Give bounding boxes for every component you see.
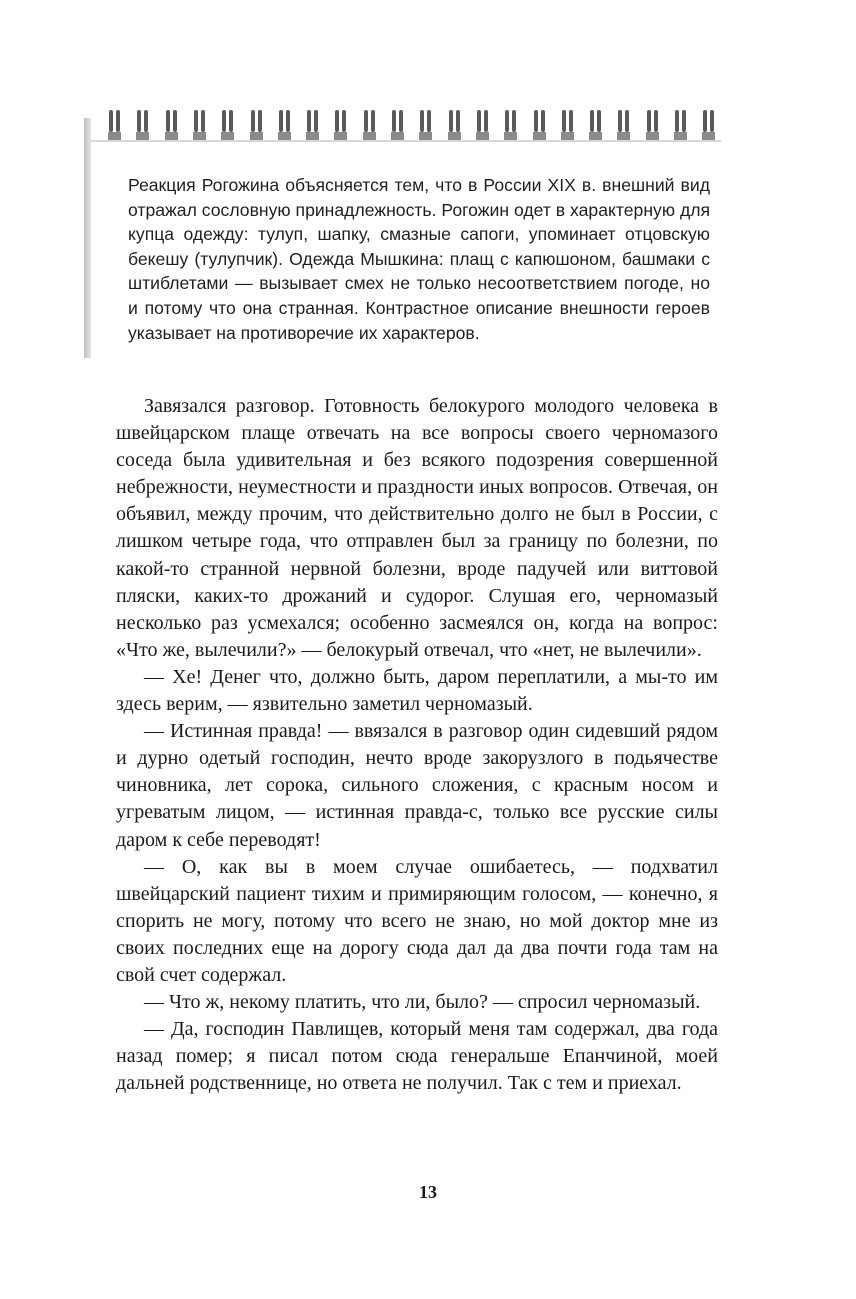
commentary-side-bar <box>84 118 91 358</box>
spiral-ring <box>419 110 432 140</box>
commentary-text <box>128 173 710 345</box>
spiral-strip <box>91 140 721 142</box>
spiral-ring <box>108 110 121 140</box>
spiral-ring <box>504 110 517 140</box>
spiral-ring <box>363 110 376 140</box>
spiral-ring <box>306 110 319 140</box>
spiral-ring <box>589 110 602 140</box>
spiral-ring <box>165 110 178 140</box>
spiral-ring <box>646 110 659 140</box>
spiral-ring <box>533 110 546 140</box>
spiral-ring <box>136 110 149 140</box>
page-number: 13 <box>419 1182 437 1202</box>
paragraph: — Хе! Денег что, должно быть, даром переплатили, а мы-то им здесь верим, — язвительно заметил черномазый. <box>116 665 718 716</box>
commentary-box <box>84 100 734 358</box>
spiral-ring <box>448 110 461 140</box>
paragraph: — Истинная правда! — ввязался в разговор один сидевший рядом и дурно одетый господин, нечто вроде закорузлого в подьячестве чиновника, лет сорока, сильного сложения, с красным носом и угреватым лицом, — истинная правда-с, только все русские силы даром к себе переводят! <box>116 720 718 851</box>
spiral-ring <box>391 110 404 140</box>
spiral-ring <box>674 110 687 140</box>
paragraph: — Что ж, некому платить, что ли, было? — спросил черномазый. <box>144 991 701 1014</box>
spiral-binding <box>108 110 713 142</box>
spiral-ring <box>250 110 263 140</box>
paragraph: — О, как вы в моем случае ошибаетесь, — подхватил швейцарский пациент тихим и примиряющим голосом, — конечно, я спорить не могу, потому что всего не знаю, но мой доктор мне из своих последних еще на дорогу сюда дал да два почти года там на свой счет содержал. <box>116 855 718 986</box>
spiral-ring <box>193 110 206 140</box>
spiral-ring <box>561 110 574 140</box>
spiral-ring <box>702 110 715 140</box>
spiral-ring <box>221 110 234 140</box>
spiral-ring <box>617 110 630 140</box>
spiral-ring <box>476 110 489 140</box>
spiral-ring <box>334 110 347 140</box>
commentary-paragraph: Реакция Рогожина объясняется тем, что в России XIX в. внешний вид отражал сословную принадлежность. Рогожин одет в характерную для купца одежду: тулуп, шапку, смазные сапоги, упоминает отцовскую бекешу (тулупчик). Одежда Мышкина: плащ с капюшоном, башмаки с штиблетами — вызывает смех не только несоответствием погоде, но и потому что она странная. Контрастное описание внешности героев указывает на противоречие их характеров. <box>128 175 710 343</box>
paragraph: — Да, господин Павлищев, который меня там содержал, два года назад помер; я писал потом сюда генеральше Епанчиной, моей дальней родственнице, но ответа не получил. Так с тем и приехал. <box>116 1018 718 1095</box>
paragraph: Завязался разговор. Готовность белокурого молодого человека в швейцарском плаще отвечать на все вопросы своего черномазого соседа была удивительная и без всякого подозрения совершенной небрежности, неуместности и праздности иных вопросов. Отвечая, он объявил, между прочим, что действительно долго не был в России, с лишком четыре года, что отправлен был за границу по болезни, по какой-то странной нервной болезни, вроде падучей или виттовой пляски, каких-то дрожаний и судорог. Слушая его, черномазый несколько раз усмехался; особенно засмеялся он, когда на вопрос: «Что же, вылечили?» — белокурый отвечал, что «нет, не вылечили». <box>116 395 718 661</box>
main-text <box>116 393 718 1097</box>
spiral-ring <box>278 110 291 140</box>
